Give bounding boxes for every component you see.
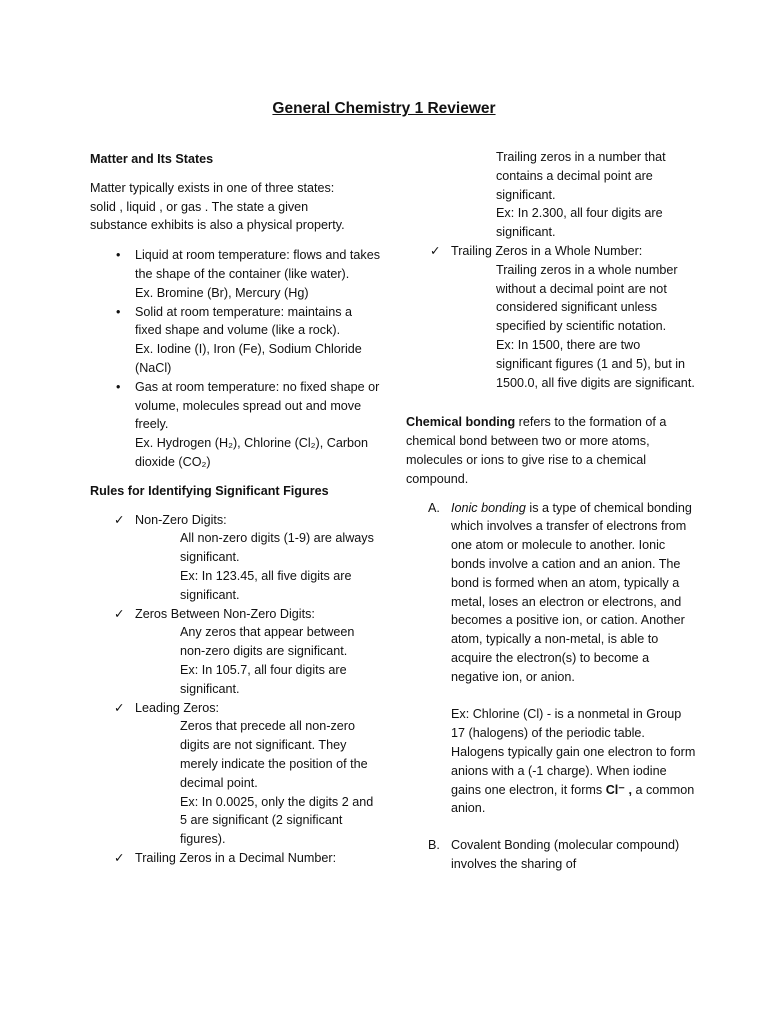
list-item [90,378,380,472]
ionic-example-end: a common anion. [451,782,695,816]
rule-item [90,849,380,868]
ionic-text: is a type of chemical bonding which involves a transfer of electrons from one atom or molecule to another. Ionic bonds involve a cation and an anion. The bond is formed when an atom, typically a metal, loses an electron or electrons, and becomes a positive ion, or cation. Another atom, typically a non-metal, is able to acquire the electron(s) to become a negative ion, or anion. [451,500,692,684]
ionic-example-text: Ex: Chlorine (Cl) - is a nonmetal in Group 17 (halogens) of the periodic table. Halogens typically gain one electron to form anions with a (-1 charge). When iodine gains one electron, it forms [451,707,696,797]
list-item-text: Gas at room temperature: no fixed shape or volume, molecules spread out and move freely. [135,379,380,432]
list-item-example: Ex. Bromine (Br), Mercury (Hg) [135,285,309,300]
rule-item [406,242,696,392]
chloride-ion: Cl⁻ , [605,782,632,797]
rule-item [90,511,380,605]
rule-item [90,605,380,699]
rule-label: Zeros Between Non-Zero Digits: [135,606,315,621]
list-item-text: Solid at room temperature: maintains a fixed shape and volume (like a rock). [135,304,352,338]
rule-label: Trailing Zeros in a Whole Number: [451,243,643,258]
rule-desc: All non-zero digits (1-9) are always significant. [180,531,374,565]
rule-example: Ex: In 2.300, all four digits are significant. [496,206,663,240]
rule-item [90,699,380,849]
list-item [90,246,380,302]
checkmark-icon: ✓ [114,512,125,527]
rule-example: Ex: In 0.0025, only the digits 2 and 5 are significant (2 significant figures). [180,794,374,847]
checkmark-icon: ✓ [114,850,125,865]
checkmark-icon: ✓ [114,606,125,621]
section-heading-sigfig: Rules for Identifying Significant Figures [90,483,329,498]
bonding-intro-text: refers to the formation of a chemical bond between two or more atoms, molecules or ions to give rise to a chemical compound. [406,415,667,486]
left-column [90,150,380,868]
list-item-ionic [406,499,696,819]
ionic-term: Ionic bonding [451,500,526,515]
right-column [406,148,696,874]
rule-label: Leading Zeros: [135,700,220,715]
rule-desc: Zeros that precede all non-zero digits are not significant. They merely indicate the position of the decimal point. [180,719,368,790]
rule-example: Ex: In 123.45, all five digits are significant. [180,568,352,602]
covalent-text: Covalent Bonding (molecular compound) involves the sharing of [451,838,680,871]
rule-continuation [406,148,696,242]
rule-example: Ex: In 1500, there are two significant figures (1 and 5), but in 1500.0, all five digits are significant. [496,337,695,390]
rule-example: Ex: In 105.7, all four digits are significant. [180,662,347,696]
rule-label: Non-Zero Digits: [135,512,227,527]
list-item [90,303,380,378]
list-item-example: Ex. Hydrogen (H₂), Chlorine (Cl₂), Carbon dioxide (CO₂) [135,436,369,469]
ionic-example [451,705,696,818]
checkmark-icon: ✓ [114,700,125,715]
list-item-text: Liquid at room temperature: flows and takes the shape of the container (like water). [135,248,381,281]
rule-desc: Trailing zeros in a number that contains a decimal point are significant. [496,150,666,202]
section-heading-matter: Matter and Its States [90,152,214,166]
rule-label: Trailing Zeros in a Decimal Number: [135,850,337,865]
list-item-example: Ex. Iodine (I), Iron (Fe), Sodium Chloride (NaCl) [135,342,362,375]
bullet-icon: • [116,248,121,263]
list-marker: B. [428,838,440,853]
bullet-icon: • [116,379,121,394]
list-marker: A. [428,500,440,515]
checkmark-icon: ✓ [430,243,441,258]
list-item-covalent [406,836,696,874]
bonding-intro [406,413,696,488]
matter-intro: Matter typically exists in one of three states: solid , liquid , or gas . The state a given substance exhibits is also a physical property. [90,180,345,233]
rule-desc: Trailing zeros in a whole number without a decimal point are not considered significant unless specified by scientific notation. [496,262,678,334]
bullet-icon: • [116,304,121,319]
bonding-term: Chemical bonding [406,415,516,430]
rule-desc: Any zeros that appear between non-zero digits are significant. [180,625,355,659]
page-title: General Chemistry 1 Reviewer [272,100,496,117]
